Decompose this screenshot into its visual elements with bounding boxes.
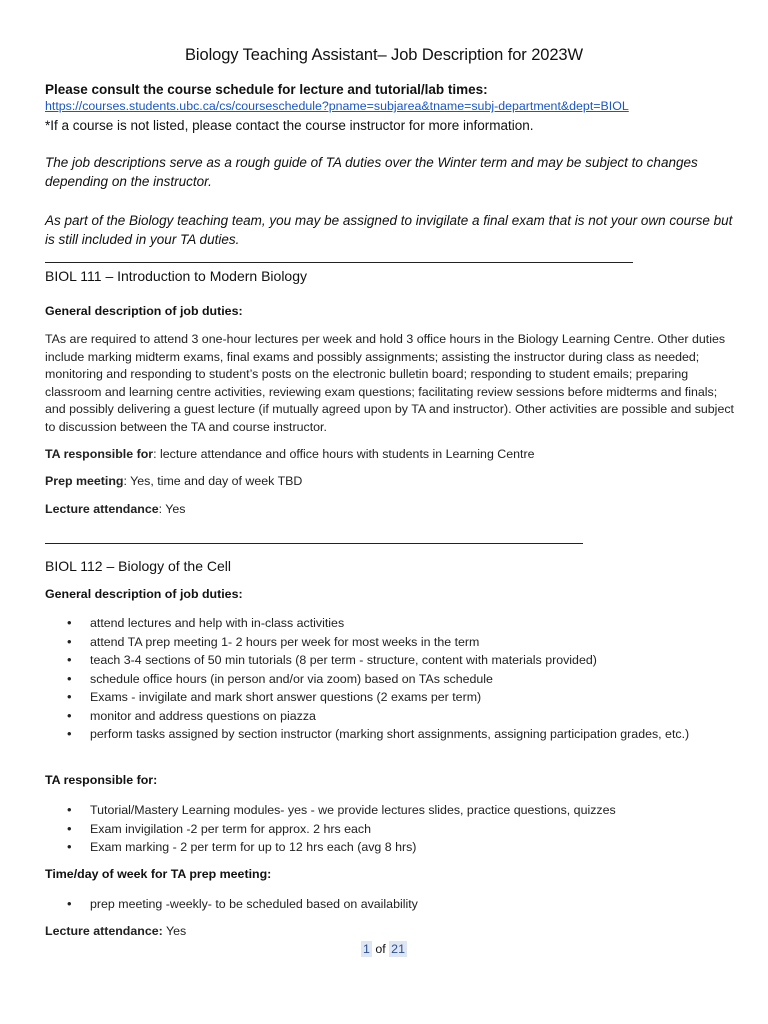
section-divider xyxy=(45,262,633,263)
not-listed-note: *If a course is not listed, please contact the course instructor for more information. xyxy=(45,118,534,133)
biol111-prep-label: Prep meeting xyxy=(45,474,124,488)
list-item: • attend TA prep meeting 1- 2 hours per week for most weeks in the term xyxy=(45,633,735,652)
biol111-lecture-value: : Yes xyxy=(158,502,186,516)
course-schedule-link[interactable]: https://courses.students.ubc.ca/cs/courseschedule?pname=subjarea&tname=subj-department&dept=BIOL xyxy=(45,99,629,113)
page-of-label: of xyxy=(375,942,386,956)
biol112-responsible-label: TA responsible for: xyxy=(45,773,158,787)
biol112-lecture-row xyxy=(45,923,735,941)
biol112-lecture-value: Yes xyxy=(162,924,187,938)
biol111-prep-value: : Yes, time and day of week TBD xyxy=(123,474,303,488)
biol111-responsible-row xyxy=(45,446,735,464)
page-indicator xyxy=(0,942,768,956)
consult-heading-text: Please consult the course schedule for lecture and tutorial/lab times: xyxy=(45,82,488,97)
list-item: • monitor and address questions on piazza xyxy=(45,707,735,726)
current-page-number[interactable]: 1 xyxy=(363,942,370,956)
biol112-responsible-list xyxy=(45,801,735,857)
list-item: • teach 3-4 sections of 50 min tutorials (8 per term - structure, content with materials provided) xyxy=(45,651,735,670)
intro-paragraph-2: As part of the Biology teaching team, you may be assigned to invigilate a final exam that is not your own course but is still included in your TA duties. xyxy=(45,213,733,247)
intro-paragraph-1: The job descriptions serve as a rough guide of TA duties over the Winter term and may be subject to changes depending on the instructor. xyxy=(45,155,698,189)
list-item: • perform tasks assigned by section instructor (marking short assignments, assigning participation grades, etc.) xyxy=(45,725,735,744)
biol112-duties-label: General description of job duties: xyxy=(45,587,243,601)
list-item: • prep meeting -weekly- to be scheduled based on availability xyxy=(45,895,735,914)
list-item: • Exams - invigilate and mark short answer questions (2 exams per term) xyxy=(45,688,735,707)
list-item: • Exam invigilation -2 per term for approx. 2 hrs each xyxy=(45,820,735,839)
list-item: • Tutorial/Mastery Learning modules- yes - we provide lectures slides, practice questions, quizzes xyxy=(45,801,735,820)
page-title: Biology Teaching Assistant– Job Description for 2023W xyxy=(185,46,583,64)
list-item: • attend lectures and help with in-class activities xyxy=(45,614,735,633)
biol112-lecture-label: Lecture attendance: xyxy=(45,924,163,938)
list-item: • schedule office hours (in person and/or via zoom) based on TAs schedule xyxy=(45,670,735,689)
biol111-lecture-label: Lecture attendance xyxy=(45,502,159,516)
list-item: • Exam marking - 2 per term for up to 12 hrs each (avg 8 hrs) xyxy=(45,838,735,857)
biol112-duties-list xyxy=(45,614,735,744)
biol111-heading: BIOL 111 – Introduction to Modern Biology xyxy=(45,268,308,284)
biol112-prep-list xyxy=(45,895,735,914)
biol111-responsible-label: TA responsible for xyxy=(45,447,154,461)
biol111-duties-text: TAs are required to attend 3 one-hour lectures per week and hold 3 office hours in the Biology Learning Centre. Other duties include marking midterm exams, final exams and possibly assignments; assisting the instructor during class as needed; monitoring and responding to student’s posts on the electronic bulletin board; responding to student emails; preparing classroom and learning centre activities, reviewing exam questions; facilitating review sessions before midterms and finals; and possibly delivering a guest lecture (if mutually agreed upon by TA and instructor). Other activities are possible and subject to discussion between the TA and course instructor. xyxy=(45,332,734,434)
total-pages-number[interactable]: 21 xyxy=(391,942,405,956)
schedule-link-row xyxy=(45,97,735,115)
biol111-responsible-value: : lecture attendance and office hours with students in Learning Centre xyxy=(153,447,535,461)
biol111-duties-label: General description of job duties: xyxy=(45,304,243,318)
biol111-lecture-row xyxy=(45,501,735,519)
section-divider xyxy=(45,543,583,544)
biol112-prep-label: Time/day of week for TA prep meeting: xyxy=(45,867,272,881)
biol111-prep-row xyxy=(45,473,735,491)
biol112-heading: BIOL 112 – Biology of the Cell xyxy=(45,558,231,574)
